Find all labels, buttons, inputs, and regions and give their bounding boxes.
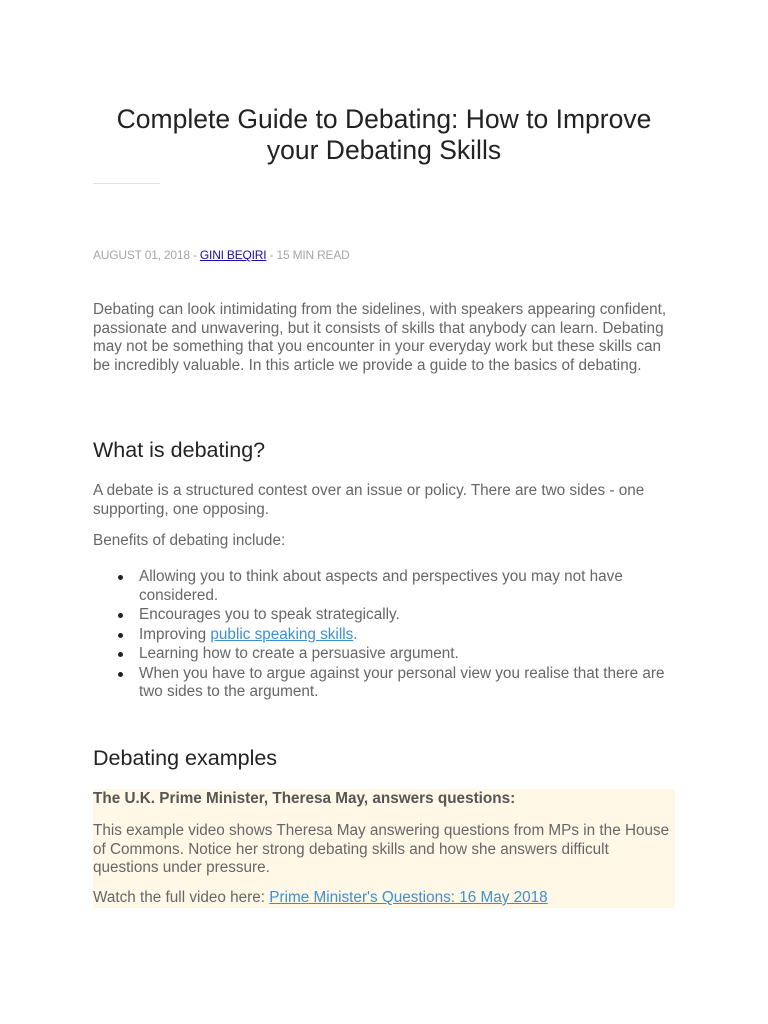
article-meta	[93, 248, 350, 263]
example-description: This example video shows Theresa May answering questions from MPs in the House of Commons. Notice her strong debating skills and how she answers difficult questions under pressure.	[93, 822, 670, 876]
watch-video-line	[93, 889, 548, 908]
list-item: Learning how to create a persuasive argument.	[139, 645, 675, 664]
example-callout	[93, 789, 675, 908]
section-heading-debating-examples: Debating examples	[93, 746, 278, 770]
meta-separator: -	[189, 248, 200, 262]
watch-prefix: Watch the full video here:	[93, 889, 270, 906]
intro-paragraph: Debating can look intimidating from the sidelines, with speakers appearing confident, passionate and unwavering, but it consists of skills that anybody can learn. Debating may not be something that you encounter in your everyday work but these skills can be incredibly valuable. In this article we provide a guide to the basics of debating.	[93, 301, 667, 374]
list-item: When you have to argue against your personal view you realise that there are two sides to the argument.	[139, 665, 675, 702]
public-speaking-skills-link[interactable]: public speaking skills	[210, 625, 354, 643]
publish-date: AUGUST 01, 2018	[93, 248, 190, 262]
example-lead: The U.K. Prime Minister, Theresa May, answers questions:	[93, 790, 516, 807]
list-item-text: .	[353, 625, 358, 643]
list-item	[139, 626, 675, 645]
section-heading-what-is-debating: What is debating?	[93, 438, 266, 462]
meta-separator: -	[266, 248, 277, 262]
debate-definition: A debate is a structured contest over an issue or policy. There are two sides - one supporting, one opposing.	[93, 482, 645, 518]
title-divider	[93, 183, 160, 184]
video-link[interactable]: Prime Minister's Questions: 16 May 2018	[269, 889, 548, 906]
list-item-text: Improving	[139, 625, 211, 643]
benefits-list	[93, 568, 675, 703]
benefits-intro: Benefits of debating include:	[93, 532, 286, 549]
read-time: 15 MIN READ	[276, 248, 350, 262]
article-title: Complete Guide to Debating: How to Improve your Debating Skills	[116, 104, 652, 165]
author-link[interactable]: GINI BEQIRI	[199, 248, 267, 262]
list-item: Encourages you to speak strategically.	[139, 606, 675, 625]
list-item: Allowing you to think about aspects and perspectives you may not have considered.	[139, 568, 675, 605]
